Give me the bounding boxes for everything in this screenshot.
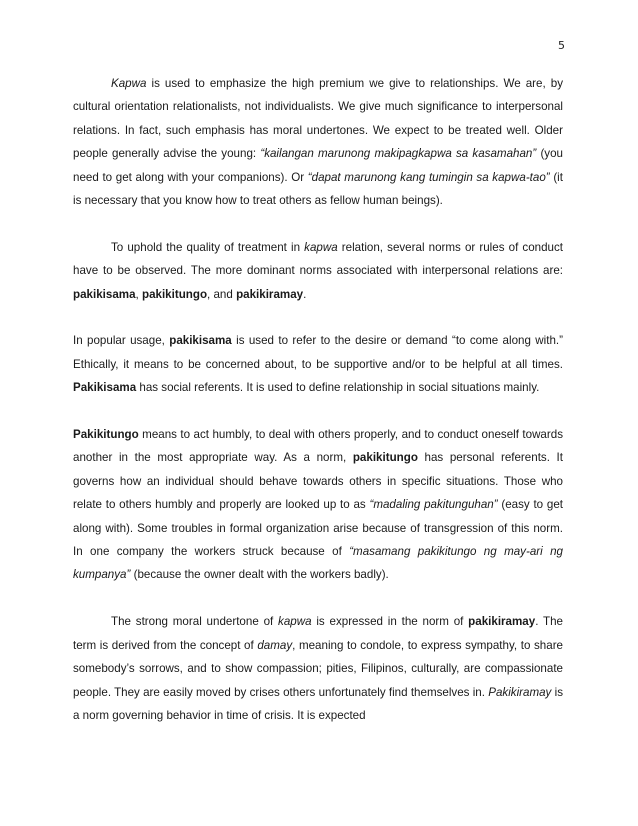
bold-term: pakikiramay (468, 615, 536, 629)
text-run: The strong moral undertone of (111, 615, 279, 629)
italic-term: “dapat marunong kang tumingin sa kapwa-tao” (307, 170, 550, 184)
text-run: has personal referents. It governs how an individual should behave towards others in specific situations. Those who relate to others humbly and properly are looked up to as (73, 451, 563, 512)
italic-term: “madaling pakitunguhan” (369, 498, 498, 512)
text-run: is used to emphasize the high premium we give to relationships. We are, by cultural orientation relationalists, not individualists. We give much significance to interpersonal relations. In fact, such emphasis has moral undertones. We expect to be treated well. Older people generally advise the young: (73, 77, 563, 161)
text-run: To uphold the quality of treatment in (111, 240, 305, 254)
paragraph-3 (73, 329, 563, 399)
page-number: 5 (558, 39, 565, 52)
text-run: is a norm governing behavior in time of crisis. It is expected (73, 685, 563, 722)
bold-term: pakikisama (169, 334, 232, 348)
text-run: , (135, 287, 142, 301)
paragraph-2 (73, 236, 563, 306)
text-run: has social referents. It is used to define relationship in social situations mainly. (136, 381, 540, 395)
bold-term: pakikitungo (352, 451, 418, 465)
text-run: (you need to get along with your companions). Or (73, 147, 563, 184)
text-run: (it is necessary that you know how to treat others as fellow human beings). (73, 170, 563, 208)
italic-term: kapwa (278, 615, 312, 629)
text-run: . The term is derived from the concept of (73, 615, 563, 652)
italic-term: “kailangan marunong makipagkapwa sa kasamahan” (260, 147, 537, 161)
bold-term: Pakikisama (73, 381, 137, 395)
text-run: means to act humbly, to deal with others properly, and to conduct oneself towards another in the most appropriate way. As a norm, (73, 428, 563, 465)
italic-term: Kapwa (111, 77, 147, 90)
italic-term: “masamang pakikitungo ng may-ari ng kumpanya” (73, 545, 563, 582)
bold-term: Pakikitungo (73, 428, 139, 442)
italic-term: kapwa (304, 240, 338, 254)
paragraph-4 (73, 423, 563, 587)
bold-term: pakikiramay (236, 287, 304, 301)
text-run: . (303, 287, 307, 301)
text-run: , and (207, 287, 237, 301)
text-run: is used to refer to the desire or demand “to come along with.” Ethically, it means to be concerned about, to be supportive and/or to be helpful at all times. (73, 334, 563, 371)
bold-term: pakikitungo (141, 287, 208, 301)
text-run: is expressed in the norm of (311, 615, 469, 629)
text-run: In popular usage, (73, 334, 170, 348)
bold-term: pakikisama (73, 287, 136, 301)
paragraph-1 (73, 72, 563, 212)
document-body (73, 72, 563, 727)
text-run: (easy to get along with). Some troubles in formal organization arise because of transgression of this norm. In one company the workers struck because of (73, 498, 563, 559)
text-run: , meaning to condole, to express sympathy, to share somebody’s sorrows, and to show compassion; pities, Filipinos, culturally, are compassionate people. They are easily moved by crises others unfortunately find themselves in. (73, 638, 563, 699)
italic-term: Pakikiramay (488, 685, 552, 699)
paragraph-5 (73, 610, 563, 727)
italic-term: damay (257, 638, 293, 652)
text-run: relation, several norms or rules of conduct have to be observed. The more dominant norms associated with interpersonal relations are: (73, 240, 564, 278)
text-run: (because the owner dealt with the workers badly). (130, 568, 389, 582)
